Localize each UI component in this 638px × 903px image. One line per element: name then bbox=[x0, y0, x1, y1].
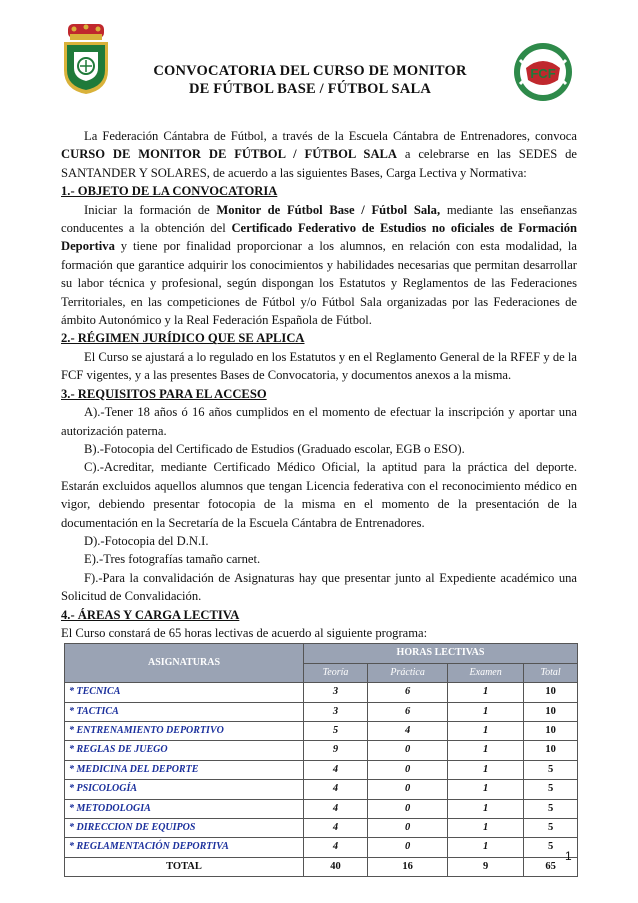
total-examen: 9 bbox=[448, 857, 524, 876]
section-2-paragraph: El Curso se ajustará a lo regulado en los Estatutos y en el Reglamento General de la RFEF y de la FCF vigentes, y a las presentes Bases de Convocatoria, y documentos anexos a la misma. bbox=[61, 349, 577, 383]
header-total: Total bbox=[524, 663, 578, 682]
hours-examen: 1 bbox=[448, 760, 524, 779]
intro-text-2: a celebrarse en las SEDES de SANTANDER Y SOLARES, de acuerdo a las siguientes Bases, Carga Lectiva y Normativa: bbox=[61, 147, 578, 180]
header-teoria: Teoría bbox=[304, 663, 368, 682]
hours-teoria: 3 bbox=[304, 702, 368, 721]
hours-examen: 1 bbox=[448, 741, 524, 760]
subject-name: * METODOLOGIA bbox=[65, 799, 304, 818]
hours-examen: 1 bbox=[448, 819, 524, 838]
hours-total: 10 bbox=[524, 722, 578, 741]
subject-name: * MEDICINA DEL DEPORTE bbox=[65, 760, 304, 779]
hours-total: 5 bbox=[524, 780, 578, 799]
section-4-paragraph: El Curso constará de 65 horas lectivas de acuerdo al siguiente programa: bbox=[61, 625, 428, 640]
subject-name: * TACTICA bbox=[65, 702, 304, 721]
hours-practica: 6 bbox=[368, 702, 448, 721]
hours-practica: 4 bbox=[368, 722, 448, 741]
hours-examen: 1 bbox=[448, 780, 524, 799]
hours-teoria: 4 bbox=[304, 780, 368, 799]
subject-name: * REGLAS DE JUEGO bbox=[65, 741, 304, 760]
hours-examen: 1 bbox=[448, 799, 524, 818]
page-number: 1 bbox=[565, 849, 572, 863]
table-row bbox=[65, 702, 578, 721]
hours-examen: 1 bbox=[448, 838, 524, 857]
title-line-1: CONVOCATORIA DEL CURSO DE MONITOR bbox=[153, 63, 467, 79]
hours-total: 5 bbox=[524, 838, 578, 857]
intro-text-1: La Federación Cántabra de Fútbol, a través de la Escuela Cántabra de Entrenadores, convoca bbox=[84, 129, 577, 143]
requirement-b: B).-Fotocopia del Certificado de Estudios (Graduado escolar, EGB o ESO). bbox=[84, 441, 465, 456]
document-body bbox=[61, 127, 577, 877]
section-4-title: 4.- ÁREAS Y CARGA LECTIVA bbox=[61, 607, 240, 622]
course-hours-table bbox=[64, 643, 578, 877]
total-label: TOTAL bbox=[65, 857, 304, 876]
hours-practica: 0 bbox=[368, 838, 448, 857]
hours-total: 10 bbox=[524, 702, 578, 721]
table-row bbox=[65, 683, 578, 702]
title-line-2: DE FÚTBOL BASE / FÚTBOL SALA bbox=[188, 81, 432, 97]
requirement-d: D).-Fotocopia del D.N.I. bbox=[84, 533, 209, 548]
table-row bbox=[65, 838, 578, 857]
section-2-title: 2.- RÉGIMEN JURÍDICO QUE SE APLICA bbox=[61, 331, 305, 346]
total-total: 65 bbox=[524, 857, 578, 876]
requirement-f: F).-Para la convalidación de Asignaturas hay que presentar junto al Expediente académico una Solicitud de Convalidación. bbox=[61, 570, 577, 604]
requirement-e: E).-Tres fotografías tamaño carnet. bbox=[84, 552, 261, 567]
hours-practica: 6 bbox=[368, 683, 448, 702]
table-total-row bbox=[65, 857, 578, 876]
section-3-title: 3.- REQUISITOS PARA EL ACCESO bbox=[61, 386, 267, 401]
federation-crest-logo bbox=[58, 22, 114, 96]
header-teaching-hours: HORAS LECTIVAS bbox=[304, 644, 578, 663]
table-row bbox=[65, 819, 578, 838]
table-row bbox=[65, 722, 578, 741]
header-examen: Examen bbox=[448, 663, 524, 682]
table-row bbox=[65, 780, 578, 799]
section-1-title: 1.- OBJETO DE LA CONVOCATORIA bbox=[61, 184, 278, 199]
subject-name: * TECNICA bbox=[65, 683, 304, 702]
hours-total: 10 bbox=[524, 683, 578, 702]
hours-teoria: 4 bbox=[304, 799, 368, 818]
hours-practica: 0 bbox=[368, 780, 448, 799]
fcf-logo-text: FCF bbox=[530, 66, 556, 81]
requirement-a: A).-Tener 18 años ó 16 años cumplidos en el momento de efectuar la inscripción y aportar una autorización paterna. bbox=[61, 405, 577, 438]
section-1-paragraph bbox=[61, 201, 577, 330]
hours-teoria: 5 bbox=[304, 722, 368, 741]
intro-paragraph bbox=[61, 127, 577, 182]
hours-examen: 1 bbox=[448, 722, 524, 741]
hours-practica: 0 bbox=[368, 799, 448, 818]
hours-teoria: 4 bbox=[304, 760, 368, 779]
total-teoria: 40 bbox=[304, 857, 368, 876]
hours-practica: 0 bbox=[368, 760, 448, 779]
fcf-logo bbox=[512, 40, 574, 104]
hours-total: 5 bbox=[524, 799, 578, 818]
hours-total: 5 bbox=[524, 819, 578, 838]
hours-teoria: 4 bbox=[304, 819, 368, 838]
table-row bbox=[65, 799, 578, 818]
total-practica: 16 bbox=[368, 857, 448, 876]
subject-name: * DIRECCION DE EQUIPOS bbox=[65, 819, 304, 838]
hours-total: 5 bbox=[524, 760, 578, 779]
subject-name: * ENTRENAMIENTO DEPORTIVO bbox=[65, 722, 304, 741]
hours-teoria: 9 bbox=[304, 741, 368, 760]
s1-text-2: mediante las enseñanzas conducentes a la obtención del bbox=[61, 202, 578, 236]
s1-text-3: y tiene por finalidad proporcionar a los alumnos, en relación con esta modalidad, la formación que garantice adquirir los conocimientos y habilidades necesarias que permitan desarrollar su labor técnica y profesional, según dispongan los Estatutos y Reglamentos de las Federaciones Territoriales, en las competiciones de Fútbol y/o Fútbol Sala organizadas por las Federaciones de ámbito Autonómico y la Real Federación Española de Fútbol. bbox=[61, 239, 577, 328]
hours-teoria: 3 bbox=[304, 683, 368, 702]
header-subjects: ASIGNATURAS bbox=[65, 644, 304, 683]
s1-text-1: Iniciar la formación de bbox=[84, 202, 217, 217]
table-row bbox=[65, 760, 578, 779]
s1-bold-2: Certificado Federativo de Estudios no oficiales de Formación Deportiva bbox=[61, 221, 577, 254]
hours-practica: 0 bbox=[368, 819, 448, 838]
header-practica: Práctica bbox=[368, 663, 448, 682]
hours-teoria: 4 bbox=[304, 838, 368, 857]
hours-examen: 1 bbox=[448, 683, 524, 702]
s1-bold-1: Monitor de Fútbol Base / Fútbol Sala, bbox=[216, 202, 441, 217]
intro-course-name: CURSO DE MONITOR DE FÚTBOL / FÚTBOL SALA bbox=[61, 147, 398, 162]
hours-total: 10 bbox=[524, 741, 578, 760]
table-row bbox=[65, 741, 578, 760]
hours-practica: 0 bbox=[368, 741, 448, 760]
subject-name: * PSICOLOGÍA bbox=[65, 780, 304, 799]
document-title bbox=[120, 62, 500, 98]
subject-name: * REGLAMENTACIÓN DEPORTIVA bbox=[65, 838, 304, 857]
requirement-c: C).-Acreditar, mediante Certificado Médico Oficial, la aptitud para la práctica del deporte. Estarán excluidos aquellos alumnos que tengan Licencia federativa con el reconocimiento médico en vigor, debiendo presentar fotocopia de la misma en el momento de la presentación de la documentación en la Secretaría de la Escuela Cántabra de Entrenadores. bbox=[61, 460, 577, 530]
hours-examen: 1 bbox=[448, 702, 524, 721]
